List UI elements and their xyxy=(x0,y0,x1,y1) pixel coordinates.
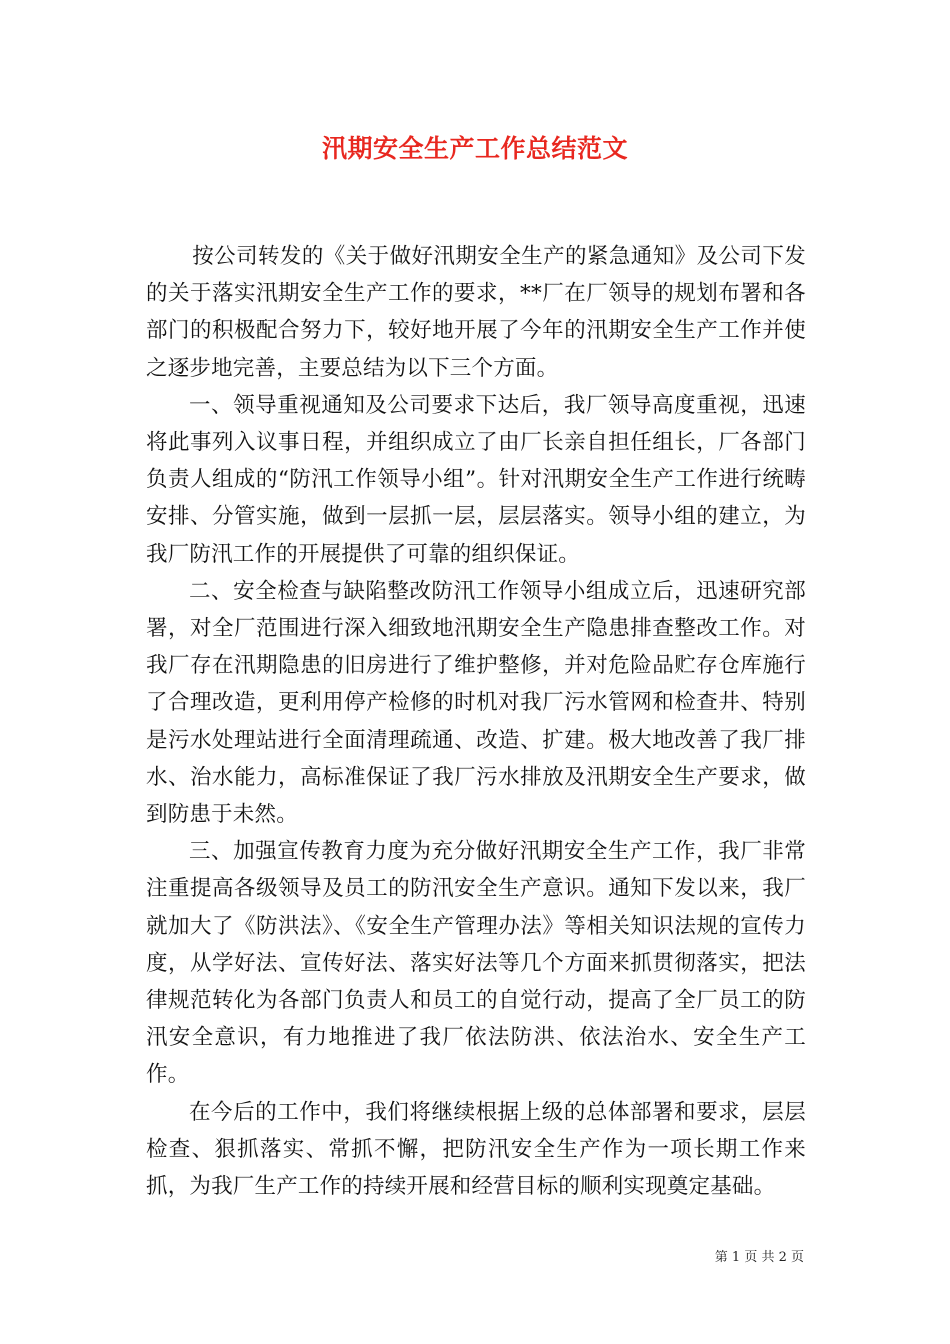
document-body xyxy=(146,238,806,1205)
paragraph-leadership: 一、领导重视通知及公司要求下达后，我厂领导高度重视，迅速将此事列入议事日程，并组织成立了由厂长亲自担任组长，厂各部门负责人组成的“防汛工作领导小组”。针对汛期安全生产工作进行统畴安排、分管实施，做到一层抓一层，层层落实。领导小组的建立，为我厂防汛工作的开展提供了可靠的组织保证。 xyxy=(146,392,806,567)
paragraph-publicity: 三、加强宣传教育力度为充分做好汛期安全生产工作，我厂非常注重提高各级领导及员工的防汛安全生产意识。通知下发以来，我厂就加大了《防洪法》、《安全生产管理办法》等相关知识法规的宣传力度，从学好法、宣传好法、落实好法等几个方面来抓贯彻落实，把法律规范转化为各部门负责人和员工的自觉行动，提高了全厂员工的防汛安全意识，有力地推进了我厂依法防洪、依法治水、安全生产工作。 xyxy=(146,839,806,1088)
paragraph-conclusion: 在今后的工作中，我们将继续根据上级的总体部署和要求，层层检查、狠抓落实、常抓不懈，把防汛安全生产作为一项长期工作来抓，为我厂生产工作的持续开展和经营目标的顺利实现奠定基础。 xyxy=(146,1099,806,1200)
paragraph-inspection: 二、安全检查与缺陷整改防汛工作领导小组成立后，迅速研究部署，对全厂范围进行深入细致地汛期安全生产隐患排查整改工作。对我厂存在汛期隐患的旧房进行了维护整修，并对危险品贮存仓库施行了合理改造，更利用停产检修的时机对我厂污水管网和检查井、特别是污水处理站进行全面清理疏通、改造、扩建。极大地改善了我厂排水、治水能力，高标准保证了我厂污水排放及汛期安全生产要求，做到防患于未然。 xyxy=(146,578,806,828)
page-number-footer: 第 1 页 共 2 页 xyxy=(714,1250,804,1265)
document-title: 汛期安全生产工作总结范文 xyxy=(321,134,628,163)
paragraph-intro: 按公司转发的《关于做好汛期安全生产的紧急通知》及公司下发的关于落实汛期安全生产工作的要求，**厂在厂领导的规划布署和各部门的积极配合努力下，较好地开展了今年的汛期安全生产工作并使之逐步地完善，主要总结为以下三个方面。 xyxy=(146,244,806,381)
